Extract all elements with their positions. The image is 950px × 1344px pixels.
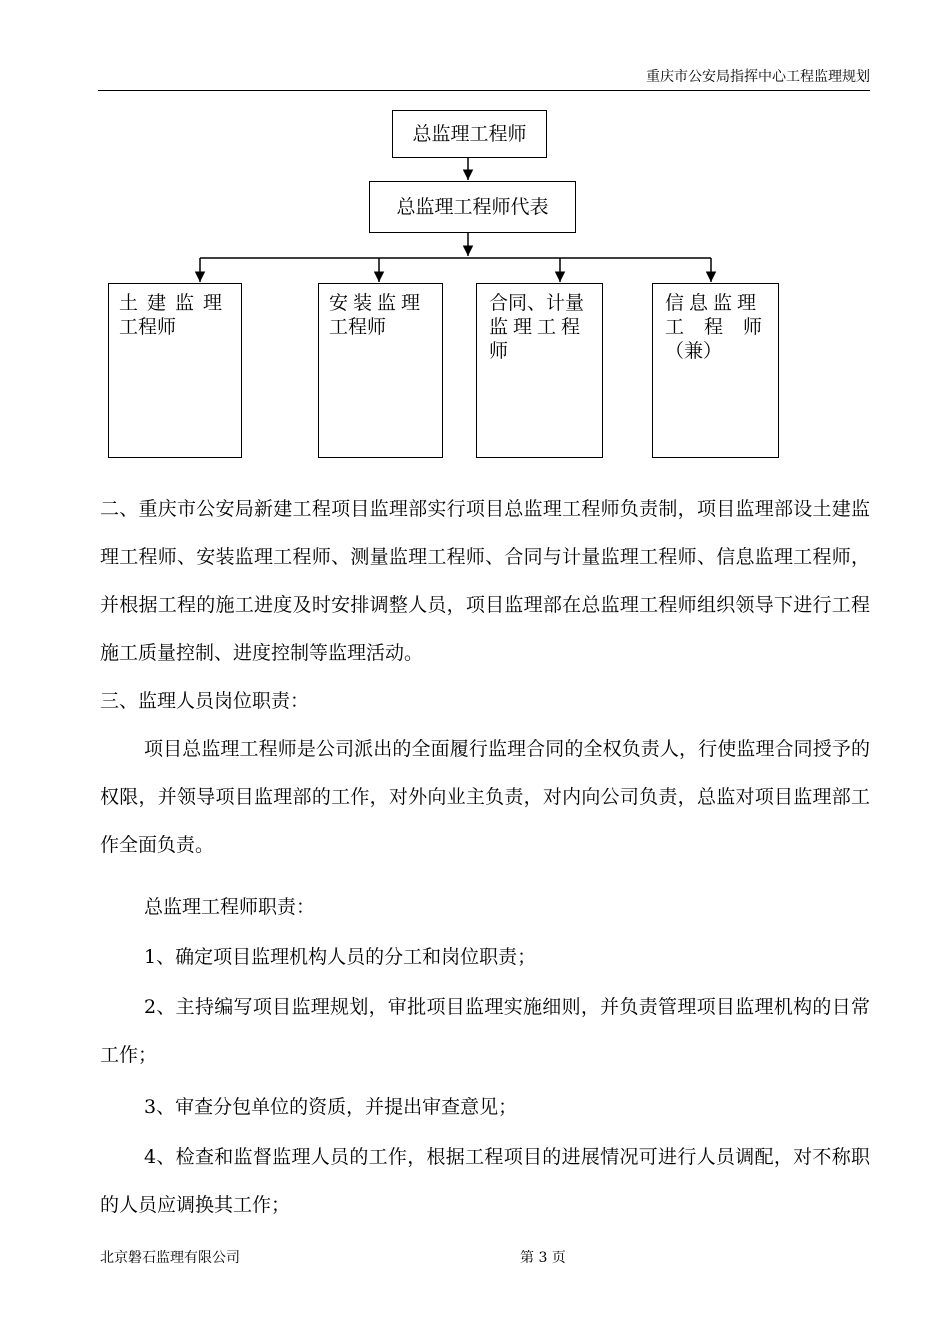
section-heading-duties: 三、监理人员岗位职责： (100, 690, 310, 712)
duty-item-2: 2、主持编写项目监理规划，审批项目监理实施细则，并负责管理项目监理机构的日常工作； (100, 996, 870, 1066)
contract-line-3: 师 (489, 340, 509, 362)
deputy-engineer-label: 总监理工程师代表 (396, 196, 549, 218)
install-line-1: 安装监理 (329, 292, 426, 314)
duty-item-3: 3、审查分包单位的资质，并提出审查意见； (144, 1096, 518, 1118)
info-line-2: 工程师 (665, 316, 783, 338)
subheading-chief-duties: 总监理工程师职责： (144, 896, 316, 918)
contract-line-1: 合同、计量 (489, 292, 585, 314)
page-header: 重庆市公安局指挥中心工程监理规划 (646, 69, 870, 85)
install-line-2: 工程师 (329, 316, 387, 338)
footer-page-number: 第 3 页 (520, 1250, 566, 1266)
chief-engineer-label: 总监理工程师 (412, 123, 527, 145)
contract-line-2: 监理工程 (489, 316, 586, 338)
info-engineer-box (652, 283, 783, 458)
org-chart (0, 0, 950, 470)
footer-company: 北京磐石监理有限公司 (100, 1250, 240, 1266)
duty-item-4: 4、检查和监督监理人员的工作，根据工程项目的进展情况可进行人员调配，对不称职的人员应调换其工作； (100, 1146, 870, 1216)
civil-line-1: 土建监理 (119, 292, 232, 314)
info-line-3: （兼） (665, 340, 723, 362)
duty-item-1: 1、确定项目监理机构人员的分工和岗位职责； (144, 946, 537, 968)
civil-engineer-box (108, 283, 242, 458)
installation-engineer-box (318, 283, 443, 458)
paragraph-structure: 二、重庆市公安局新建工程项目监理部实行项目总监理工程师负责制，项目监理部设土建监理工程师、安装监理工程师、测量监理工程师、合同与计量监理工程师、信息监理工程师，并根据工程的施工进度及时安排调整人员，项目监理部在总监理工程师组织领导下进行工程施工质量控制、进度控制等监理活动。 (100, 498, 870, 664)
chief-engineer-box (392, 110, 547, 158)
deputy-engineer-box (369, 181, 576, 233)
civil-line-2: 工程师 (119, 316, 177, 338)
info-line-1: 信息监理 (665, 292, 762, 314)
contract-engineer-box (476, 283, 603, 458)
paragraph-chief-role: 项目总监理工程师是公司派出的全面履行监理合同的全权负责人，行使监理合同授予的权限，并领导项目监理部的工作，对外向业主负责，对内向公司负责，总监对项目监理部工作全面负责。 (100, 738, 870, 856)
